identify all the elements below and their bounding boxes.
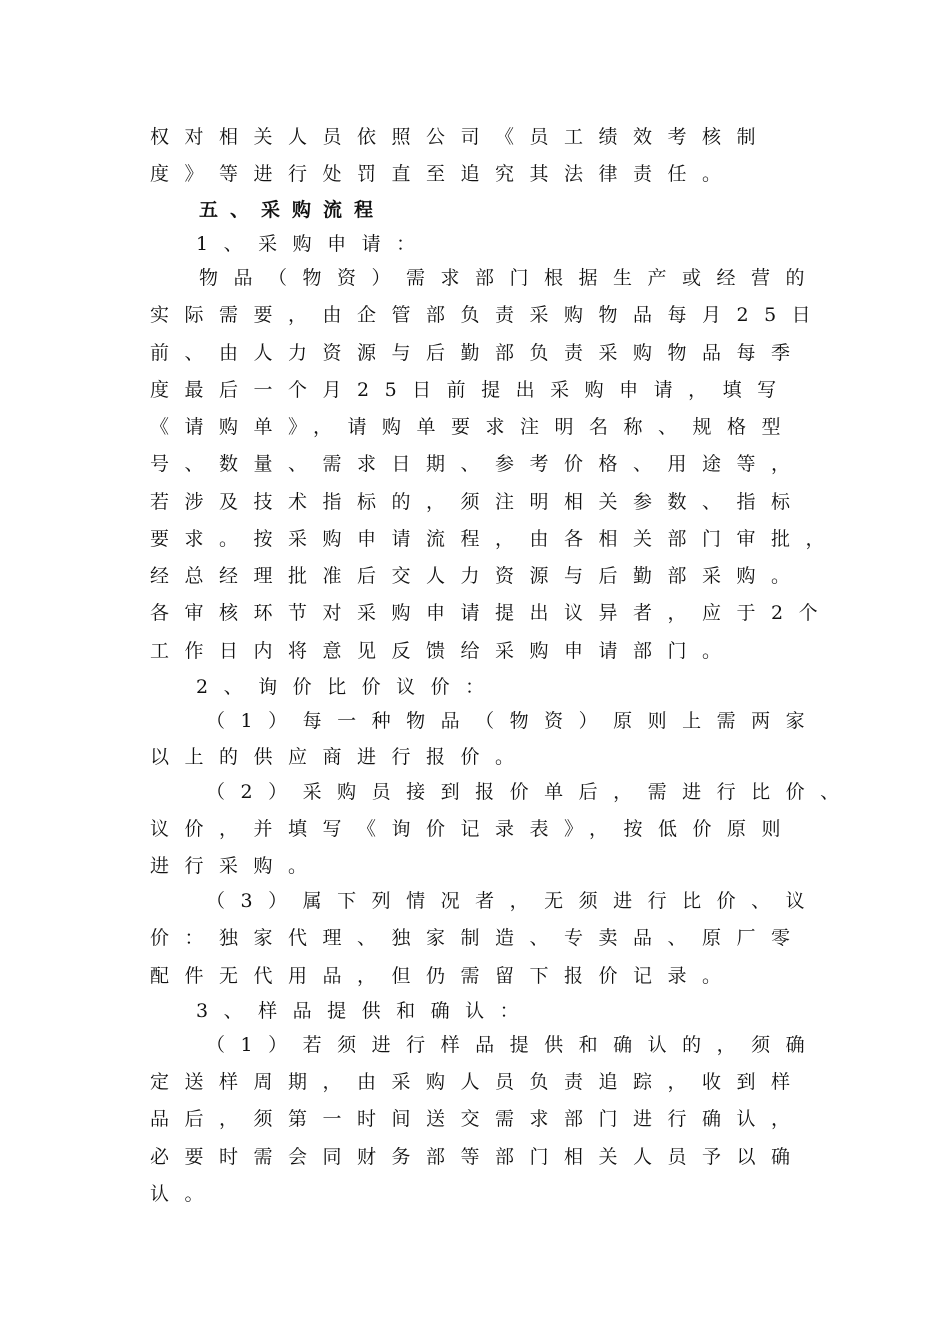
body-line-10: 号、数量、需求日期、参考价格、用途等， — [150, 453, 806, 475]
body-line-30: 认。 — [150, 1183, 220, 1205]
body-line-17: （1）每一种物品（物资）原则上需两家 — [206, 710, 821, 732]
body-line-7: 前、由人力资源与后勤部负责采购物品每季 — [150, 342, 806, 364]
body-line-11: 若涉及技术指标的，须注明相关参数、指标 — [150, 491, 806, 513]
body-line-8: 度最后一个月25日前提出采购申请，填写 — [150, 379, 792, 401]
body-line-20: 议价，并填写《询价记录表》，按低价原则 — [150, 818, 797, 840]
subheading-price-inquiry: 2、询价比价议价： — [196, 676, 500, 698]
body-line-15: 工作日内将意见反馈给采购申请部门。 — [150, 640, 737, 662]
body-line-5: 物品（物资）需求部门根据生产或经营的 — [199, 267, 821, 289]
body-line-14: 各审核环节对采购申请提出议异者，应于2个 — [150, 602, 834, 624]
subheading-purchase-request: 1、采购申请： — [196, 233, 431, 255]
body-line-1: 权对相关人员依照公司《员工绩效考核制 — [150, 126, 772, 148]
body-line-9: 《请购单》，请购单要求注明名称、规格型 — [150, 416, 797, 438]
body-line-24: 配件无代用品，但仍需留下报价记录。 — [150, 965, 737, 987]
body-line-29: 必要时需会同财务部等部门相关人员予以确 — [150, 1146, 806, 1168]
body-line-27: 定送样周期，由采购人员负责追踪，收到样 — [150, 1071, 806, 1093]
body-line-26: （1）若须进行样品提供和确认的，须确 — [206, 1034, 821, 1056]
body-line-23: 价：独家代理、独家制造、专卖品、原厂零 — [150, 927, 806, 949]
section-heading-procurement-process: 五、采购流程 — [199, 199, 386, 221]
body-line-13: 经总经理批准后交人力资源与后勤部采购。 — [150, 565, 806, 587]
body-line-6: 实际需要，由企管部负责采购物品每月25日 — [150, 304, 827, 326]
body-line-21: 进行采购。 — [150, 855, 323, 877]
subheading-sample-confirmation: 3、样品提供和确认： — [196, 1000, 535, 1022]
body-line-28: 品后，须第一时间送交需求部门进行确认， — [150, 1108, 806, 1130]
body-line-18: 以上的供应商进行报价。 — [150, 746, 530, 768]
body-line-22: （3）属下列情况者，无须进行比价、议 — [206, 890, 821, 912]
body-line-12: 要求。按采购申请流程，由各相关部门审批， — [150, 528, 841, 550]
body-line-2: 度》等进行处罚直至追究其法律责任。 — [150, 163, 737, 185]
body-line-19: （2）采购员接到报价单后，需进行比价、 — [206, 781, 855, 803]
